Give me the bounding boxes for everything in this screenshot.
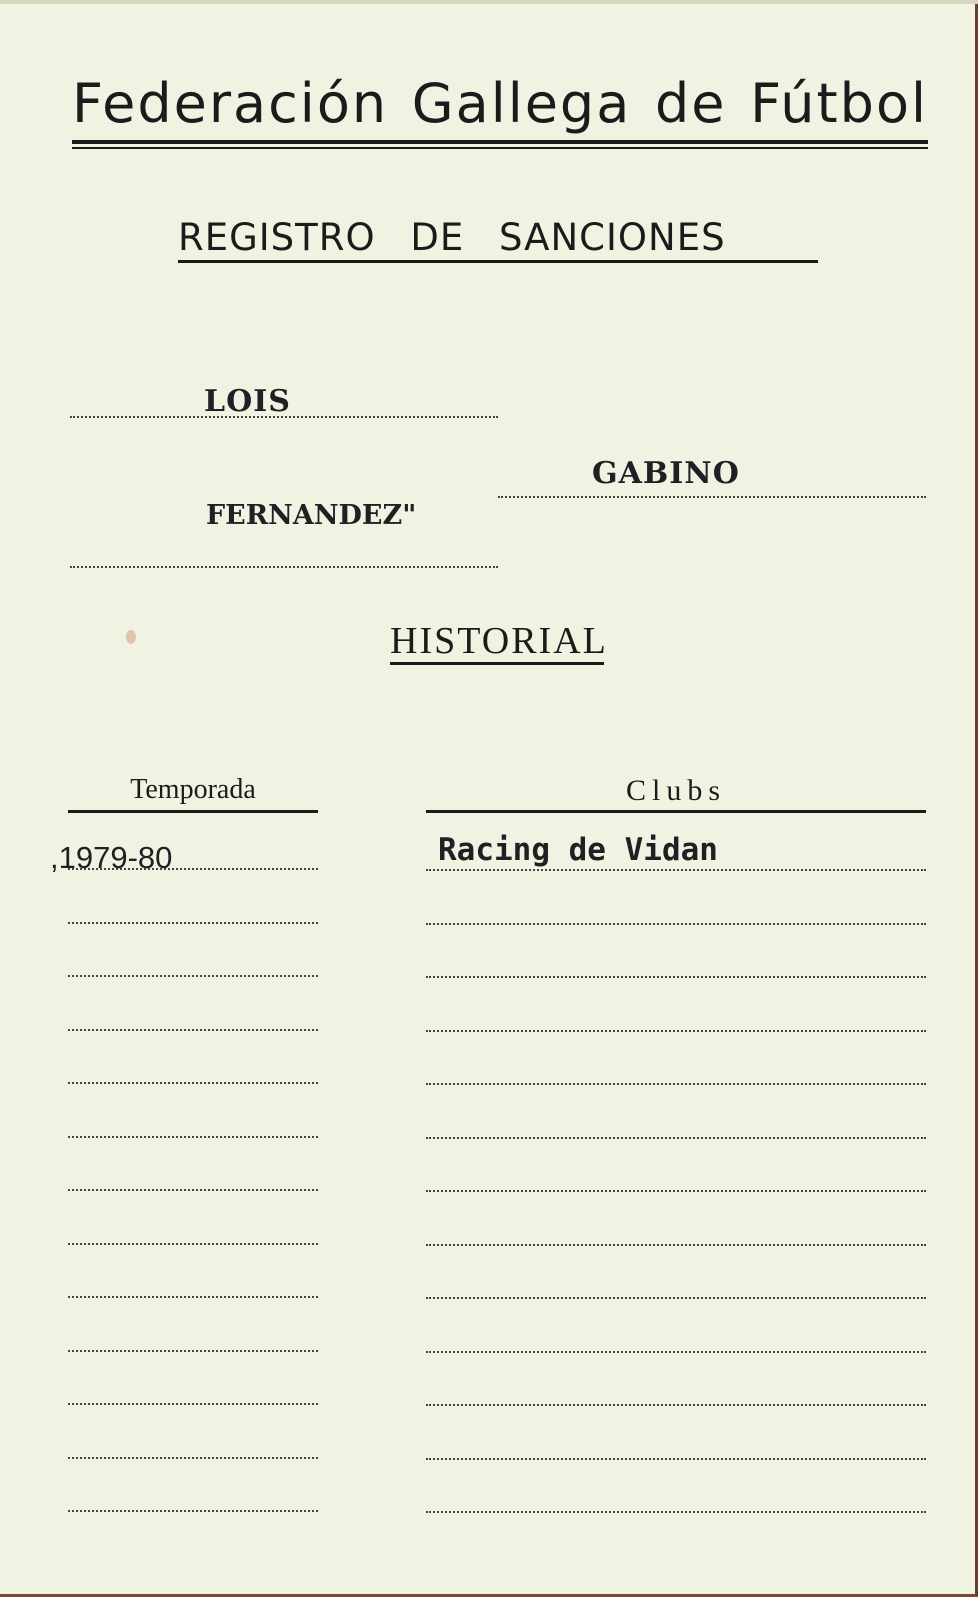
table-row-line-clubs <box>426 1458 926 1460</box>
table-row-line-clubs <box>426 1511 926 1513</box>
table-cell-temporada: ,1979-80 <box>50 840 173 875</box>
typed-name-third: FERNANDEZ" <box>206 500 417 531</box>
table-row-line-clubs <box>426 1030 926 1032</box>
table-row-line-temporada <box>68 1296 318 1298</box>
typed-name-second: GABINO <box>592 456 740 491</box>
column-header-temporada: Temporada <box>130 774 256 805</box>
table-row-line-clubs <box>426 1244 926 1246</box>
typed-name-first: LOIS <box>204 384 291 419</box>
table-row-line-temporada <box>68 922 318 924</box>
table-row-line-clubs <box>426 923 926 925</box>
paper-stain-speck <box>126 630 136 644</box>
document-title: Federación Gallega de Fútbol <box>72 72 928 135</box>
table-row-line-temporada <box>68 975 318 977</box>
table-cell-club: Racing de Vidan <box>438 832 718 868</box>
table-row-line-clubs <box>426 869 926 871</box>
table-row-line-temporada <box>68 1136 318 1138</box>
section-heading-historial: HISTORIAL <box>390 620 608 662</box>
table-row-line-clubs <box>426 1404 926 1406</box>
table-row-line-clubs <box>426 976 926 978</box>
table-row-line-clubs <box>426 1190 926 1192</box>
table-row-line-clubs <box>426 1083 926 1085</box>
table-row-line-temporada <box>68 1243 318 1245</box>
document-subtitle: REGISTRO DE SANCIONES <box>178 216 726 259</box>
table-row-line-temporada <box>68 1082 318 1084</box>
table-row-line-clubs <box>426 1297 926 1299</box>
table-row-line-clubs <box>426 1137 926 1139</box>
column-header-clubs: Clubs <box>625 774 727 807</box>
table-row-line-temporada <box>68 1350 318 1352</box>
table-row-line-temporada <box>68 1457 318 1459</box>
table-row-line-temporada <box>68 1189 318 1191</box>
table-row-line-temporada <box>68 1403 318 1405</box>
table-row-line-temporada <box>68 1510 318 1512</box>
table-row-line-clubs <box>426 1351 926 1353</box>
table-row-line-temporada <box>68 1029 318 1031</box>
table-row-line-temporada <box>68 868 318 870</box>
